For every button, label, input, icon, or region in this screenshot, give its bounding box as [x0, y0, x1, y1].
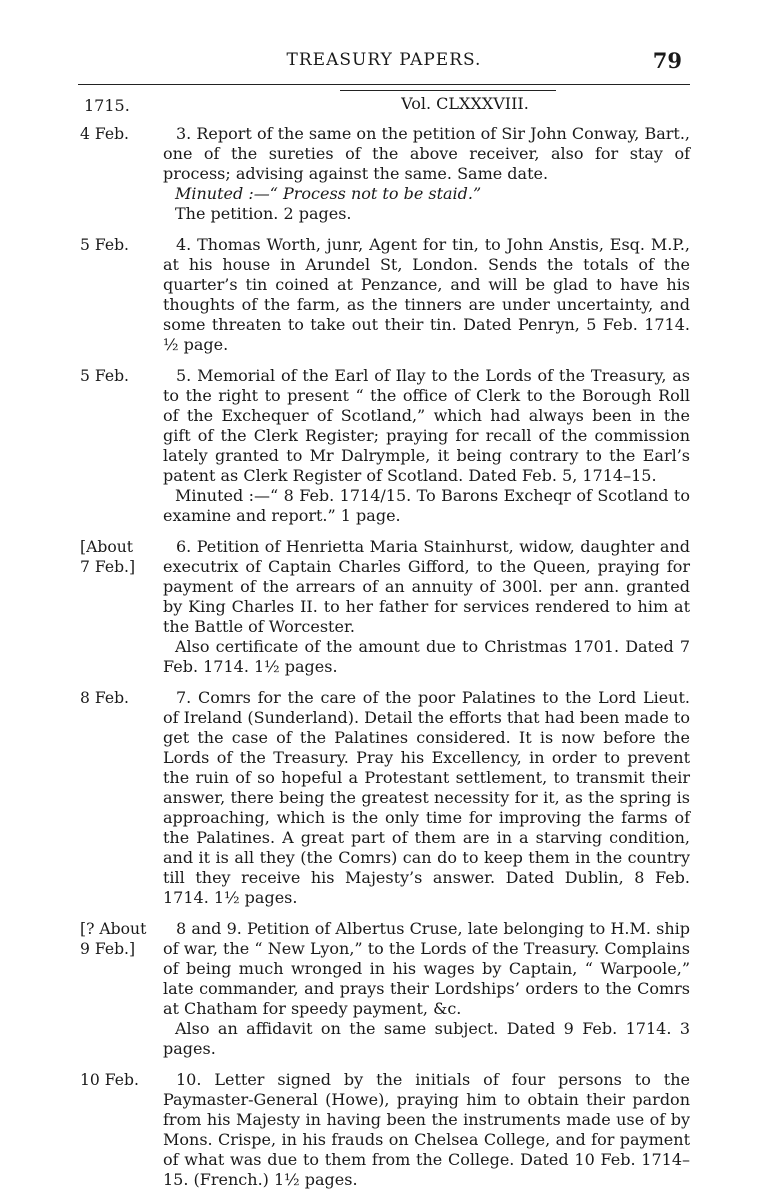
page-number: 79: [652, 48, 682, 73]
entry: [0, 1070, 768, 1190]
entry: [0, 537, 768, 677]
entry-paragraph: Also an affidavit on the same subject. Dated 9 Feb. 1714. 3 pages.: [163, 1019, 690, 1058]
entry-paragraph: The petition. 2 pages.: [175, 204, 352, 223]
entry-paragraph: 4. Thomas Worth, junr, Agent for tin, to John Anstis, Esq. M.P., at his house in Arundel St, London. Sends the totals of the quarter’s tin coined at Penzance, and will be glad to have his thoughts of the farm, as the tinners are under uncertainty, and some threaten to take out their tin. Dated Penryn, 5 Feb. 1714. ½ page.: [163, 235, 690, 354]
entry-paragraph: 5. Memorial of the Earl of Ilay to the Lords of the Treasury, as to the right to present “ the office of Clerk to the Borough Roll of the Exchequer of Scotland,” which had always been in the gift of the Clerk Register; praying for recall of the commission lately granted to Mr Dalrymple, it being contrary to the Earl’s patent as Clerk Register of Scotland. Dated Feb. 5, 1714–15.: [163, 366, 690, 485]
entry-body: [163, 235, 690, 355]
entry-body: [163, 366, 690, 526]
header-rule: [78, 84, 690, 85]
entry-date: [? About 9 Feb.]: [80, 920, 147, 958]
running-title: TREASURY PAPERS.: [286, 50, 482, 70]
entry-body: [163, 919, 690, 1059]
entry-date: 10 Feb.: [80, 1071, 139, 1089]
entry-date: 5 Feb.: [80, 367, 130, 385]
entries-list: [0, 124, 768, 1201]
entry-body: [163, 537, 690, 677]
entry-date: 5 Feb.: [80, 236, 130, 254]
entry-date: 4 Feb.: [80, 125, 130, 143]
entry: [0, 688, 768, 908]
entry-minute: Minuted :—“ Process not to be staid.”: [175, 184, 482, 203]
entry: [0, 235, 768, 355]
entry-minute: Minuted :—“ 8 Feb. 1714/15. To Barons Excheqr of Scotland to examine and report.” 1 page.: [163, 486, 690, 525]
entry: [0, 366, 768, 526]
entry-paragraph: 7. Comrs for the care of the poor Palatines to the Lord Lieut. of Ireland (Sunderland). Detail the efforts that had been made to get the case of the Palatines considered. It is now before the Lords of the Treasury. Pray his Excellency, in order to prevent the ruin of so hopeful a Protestant settlement, to transmit their answer, there being the greatest necessity for it, as the spring is approaching, which is the only time for improving the farms of the Palatines. A great part of them are in a starving condition, and it is all they (the Comrs) can do to keep them in the country till they receive his Majesty’s answer. Dated Dublin, 8 Feb. 1714. 1½ pages.: [163, 688, 690, 907]
entry-paragraph: 6. Petition of Henrietta Maria Stainhurst, widow, daughter and executrix of Captain Charles Gifford, to the Queen, praying for payment of the arrears of an annuity of 300l. per ann. granted by King Charles II. to her father for services rendered to him at the Battle of Worcester.: [163, 537, 690, 636]
volume-rule: [340, 90, 556, 91]
entry-paragraph: Also certificate of the amount due to Christmas 1701. Dated 7 Feb. 1714. 1½ pages.: [163, 637, 690, 676]
entry-paragraph: 3. Report of the same on the petition of Sir John Conway, Bart., one of the sureties of the above receiver, also for stay of process; advising against the same. Same date.: [163, 124, 690, 183]
entry: [0, 919, 768, 1059]
entry-body: [163, 688, 690, 908]
volume-heading: Vol. CLXXXVIII.: [401, 94, 529, 113]
entry-body: [163, 1070, 690, 1190]
entry-date: 8 Feb.: [80, 689, 130, 707]
entry-paragraph: 10. Letter signed by the initials of four persons to the Paymaster-General (Howe), praying him to obtain their pardon from his Majesty in having been the instruments made use of by Mons. Crispe, in his frauds on Chelsea College, and for payment of what was due to them from the College. Dated 10 Feb. 1714–15. (French.) 1½ pages.: [163, 1070, 690, 1189]
year-label: 1715.: [84, 96, 130, 115]
entry-date: [About 7 Feb.]: [80, 538, 136, 576]
entry: [0, 124, 768, 224]
running-header: [0, 48, 768, 78]
entry-paragraph: 8 and 9. Petition of Albertus Cruse, late belonging to H.M. ship of war, the “ New Lyon,” to the Lords of the Treasury. Complains of being much wronged in his wages by Captain, “ Warpoole,” late commander, and prays their Lordships’ orders to the Comrs at Chatham for speedy payment, &c.: [163, 919, 690, 1018]
entry-body: [163, 124, 690, 224]
